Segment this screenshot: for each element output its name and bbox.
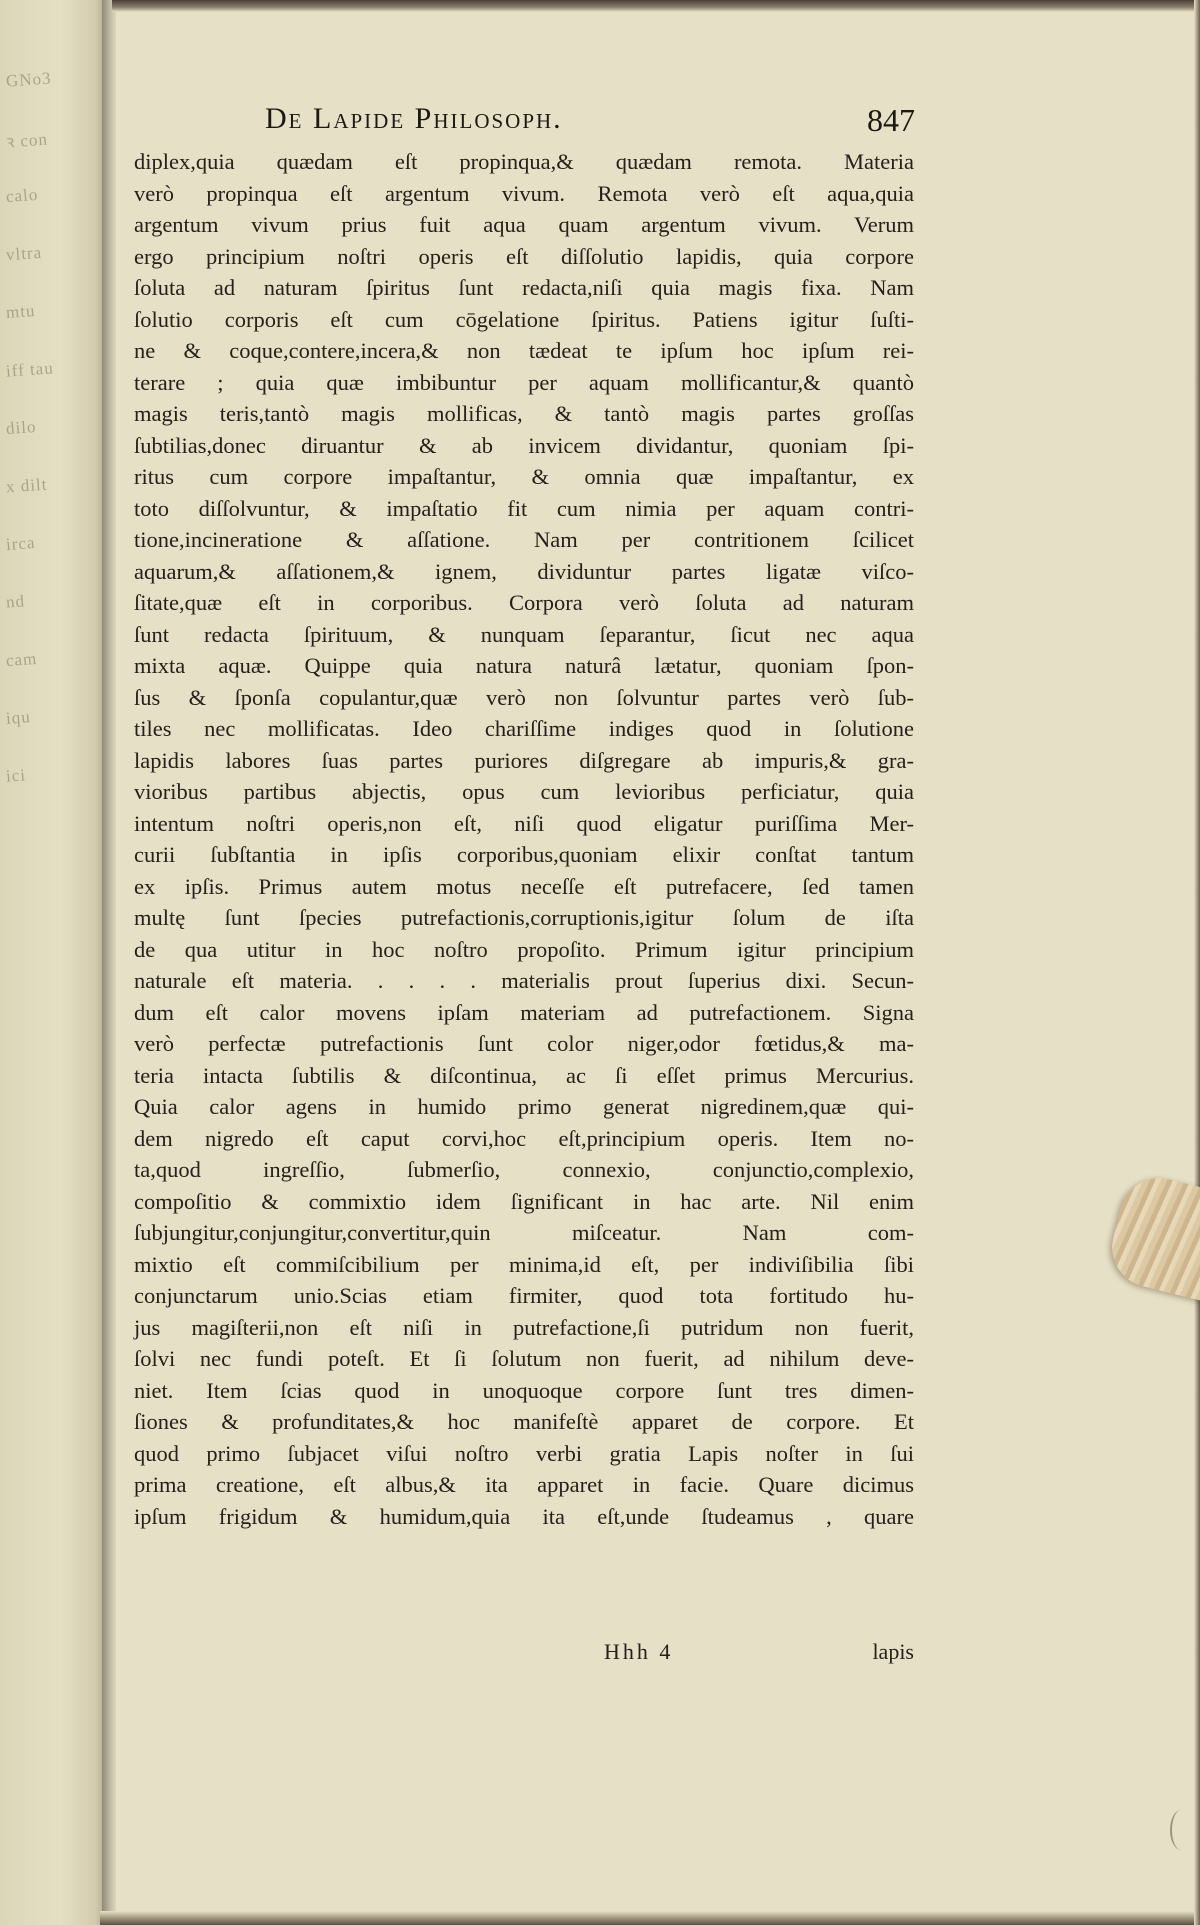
page-right-edge xyxy=(1194,0,1200,1925)
text-line: tione,incineratione & aſſatione. Nam per contritionem ſcilicet xyxy=(134,527,914,552)
text-line: mixta aquæ. Quippe quia natura naturâ lætatur, quoniam ſpon- xyxy=(134,653,914,678)
text-line: curii ſubſtantia in ipſis corporibus,quoniam elixir conſtat tantum xyxy=(134,842,914,867)
text-line: ſolutio corporis eſt cum cōgelatione ſpiritus. Patiens igitur ſuſti- xyxy=(134,306,914,332)
text-line: ſitate,quæ eſt in corporibus. Corpora verò ſoluta ad naturam xyxy=(134,590,914,615)
facing-page-fragment: dilo xyxy=(5,416,38,439)
text-line: dem nigredo eſt caput corvi,hoc eſt,principium operis. Item no- xyxy=(134,1125,914,1151)
page-corner-mark xyxy=(1170,1810,1192,1850)
text-line: prima creatione, eſt albus,& ita apparet in facie. Quare dicimus xyxy=(134,1472,914,1497)
text-line: ſunt redacta ſpirituum, & nunquam ſeparantur, ſicut nec aqua xyxy=(134,621,914,647)
page-header xyxy=(265,98,915,142)
page-bottom-edge xyxy=(100,1911,1200,1925)
facing-page-fragment: cam xyxy=(5,648,38,671)
text-line: lapidis labores ſuas partes puriores diſgregare ab impuris,& gra- xyxy=(134,747,914,773)
body-text xyxy=(134,146,914,1532)
text-line: ritus cum corpore impaſtantur, & omnia quæ impaſtantur, ex xyxy=(134,464,914,489)
facing-page-fragment: ꝛ con xyxy=(5,129,49,152)
text-line: ne & coque,contere,incera,& non tædeat te ipſum hoc ipſum rei- xyxy=(134,338,914,363)
text-line: argentum vivum prius fuit aqua quam argentum vivum. Verum xyxy=(134,212,914,237)
page-holder-stick xyxy=(1104,1170,1200,1311)
running-title: De Lapide Philosoph. xyxy=(265,102,563,135)
text-line: compoſitio & commixtio idem ſignificant in hac arte. Nil enim xyxy=(134,1188,914,1214)
facing-page-fragment: irca xyxy=(5,532,37,555)
text-line: conjunctarum unio.Scias etiam firmiter, quod tota fortitudo hu- xyxy=(134,1283,914,1308)
text-line: ta,quod ingreſſio, ſubmerſio, connexio, conjunctio,complexio, xyxy=(134,1157,914,1182)
text-line: aquarum,& aſſationem,& ignem, dividuntur partes ligatæ viſco- xyxy=(134,558,914,584)
text-line: teria intacta ſubtilis & diſcontinua, ac ſi eſſet primus Mercurius. xyxy=(134,1062,914,1088)
facing-page-fragment: x dilt xyxy=(5,474,48,497)
text-line: magis teris,tantò magis mollificas, & tantò magis partes groſſas xyxy=(134,401,914,426)
text-line: multę ſunt ſpecies putrefactionis,corruptionis,igitur ſolum de iſta xyxy=(134,905,914,930)
text-line: ſubjungitur,conjungitur,convertitur,quin miſceatur. Nam com- xyxy=(134,1220,914,1245)
page-top-edge xyxy=(112,0,1200,12)
text-line: ſiones & profunditates,& hoc manifeſtè apparet de corpore. Et xyxy=(134,1409,914,1434)
text-line: ex ipſis. Primus autem motus neceſſe eſt putrefacere, ſed tamen xyxy=(134,873,914,899)
text-line: dum eſt calor movens ipſam materiam ad putrefactionem. Signa xyxy=(134,999,914,1025)
facing-page-fragment: ici xyxy=(5,765,27,786)
text-line: jus magiſterii,non eſt niſi in putrefactione,ſi putridum non fuerit, xyxy=(134,1314,914,1340)
text-line: ſus & ſponſa copulantur,quæ verò non ſolvuntur partes verò ſub- xyxy=(134,684,914,710)
catchword: lapis xyxy=(872,1639,914,1664)
book-gutter xyxy=(102,0,116,1925)
page-number: 847 xyxy=(867,102,915,138)
facing-page-fragment: nd xyxy=(5,591,26,612)
text-line: quod primo ſubjacet viſui noſtro verbi gratia Lapis noſter in ſui xyxy=(134,1440,914,1466)
text-line: verò perfectæ putrefactionis ſunt color niger,odor fœtidus,& ma- xyxy=(134,1031,914,1056)
text-line: ſolvi nec fundi poteſt. Et ſi ſolutum non fuerit, ad nihilum deve- xyxy=(134,1346,914,1371)
text-line: vioribus partibus abjectis, opus cum levioribus perficiatur, quia xyxy=(134,779,914,804)
text-line: ergo principium noſtri operis eſt diſſolutio lapidis, quia corpore xyxy=(134,243,914,269)
text-line: niet. Item ſcias quod in unoquoque corpore ſunt tres dimen- xyxy=(134,1377,914,1403)
text-line: terare ; quia quæ imbibuntur per aquam mollificantur,& quantò xyxy=(134,369,914,395)
text-line: intentum noſtri operis,non eſt, niſi quod eligatur puriſſima Mer- xyxy=(134,810,914,836)
text-line: diplex,quia quædam eſt propinqua,& quædam remota. Materia xyxy=(134,149,914,174)
text-line: toto diſſolvuntur, & impaſtatio fit cum nimia per aquam contri- xyxy=(134,495,914,521)
text-line: Quia calor agens in humido primo generat nigredinem,quæ qui- xyxy=(134,1094,914,1119)
text-line: mixtio eſt commiſcibilium per minima,id eſt, per indiviſibilia ſibi xyxy=(134,1251,914,1277)
page-footer xyxy=(134,1639,914,1671)
facing-page-fragment: calo xyxy=(5,184,39,207)
text-line: ſubtilias,donec diruantur & ab invicem dividantur, quoniam ſpi- xyxy=(134,432,914,458)
left-facing-page xyxy=(0,0,112,1925)
facing-page-fragment: mtu xyxy=(5,300,37,323)
text-line: ſoluta ad naturam ſpiritus ſunt redacta,niſi quia magis fixa. Nam xyxy=(134,275,914,300)
facing-page-fragment: GNo3 xyxy=(5,68,53,91)
facing-page-fragment: iff tau xyxy=(5,358,55,381)
signature-mark: Hhh 4 xyxy=(604,1639,674,1664)
text-line: ipſum frigidum & humidum,quia ita eſt,unde ſtudeamus , quare xyxy=(134,1503,914,1529)
facing-page-fragment: vltra xyxy=(5,242,43,265)
text-line: de qua utitur in hoc noſtro propoſito. Primum igitur principium xyxy=(134,936,914,962)
text-line: naturale eſt materia. . . . . materialis prout ſuperius dixi. Secun- xyxy=(134,968,914,993)
text-line: tiles nec mollificatas. Ideo chariſſime indiges quod in ſolutione xyxy=(134,716,914,741)
facing-page-fragment: iqu xyxy=(5,707,32,728)
text-line: verò propinqua eſt argentum vivum. Remota verò eſt aqua,quia xyxy=(134,180,914,206)
